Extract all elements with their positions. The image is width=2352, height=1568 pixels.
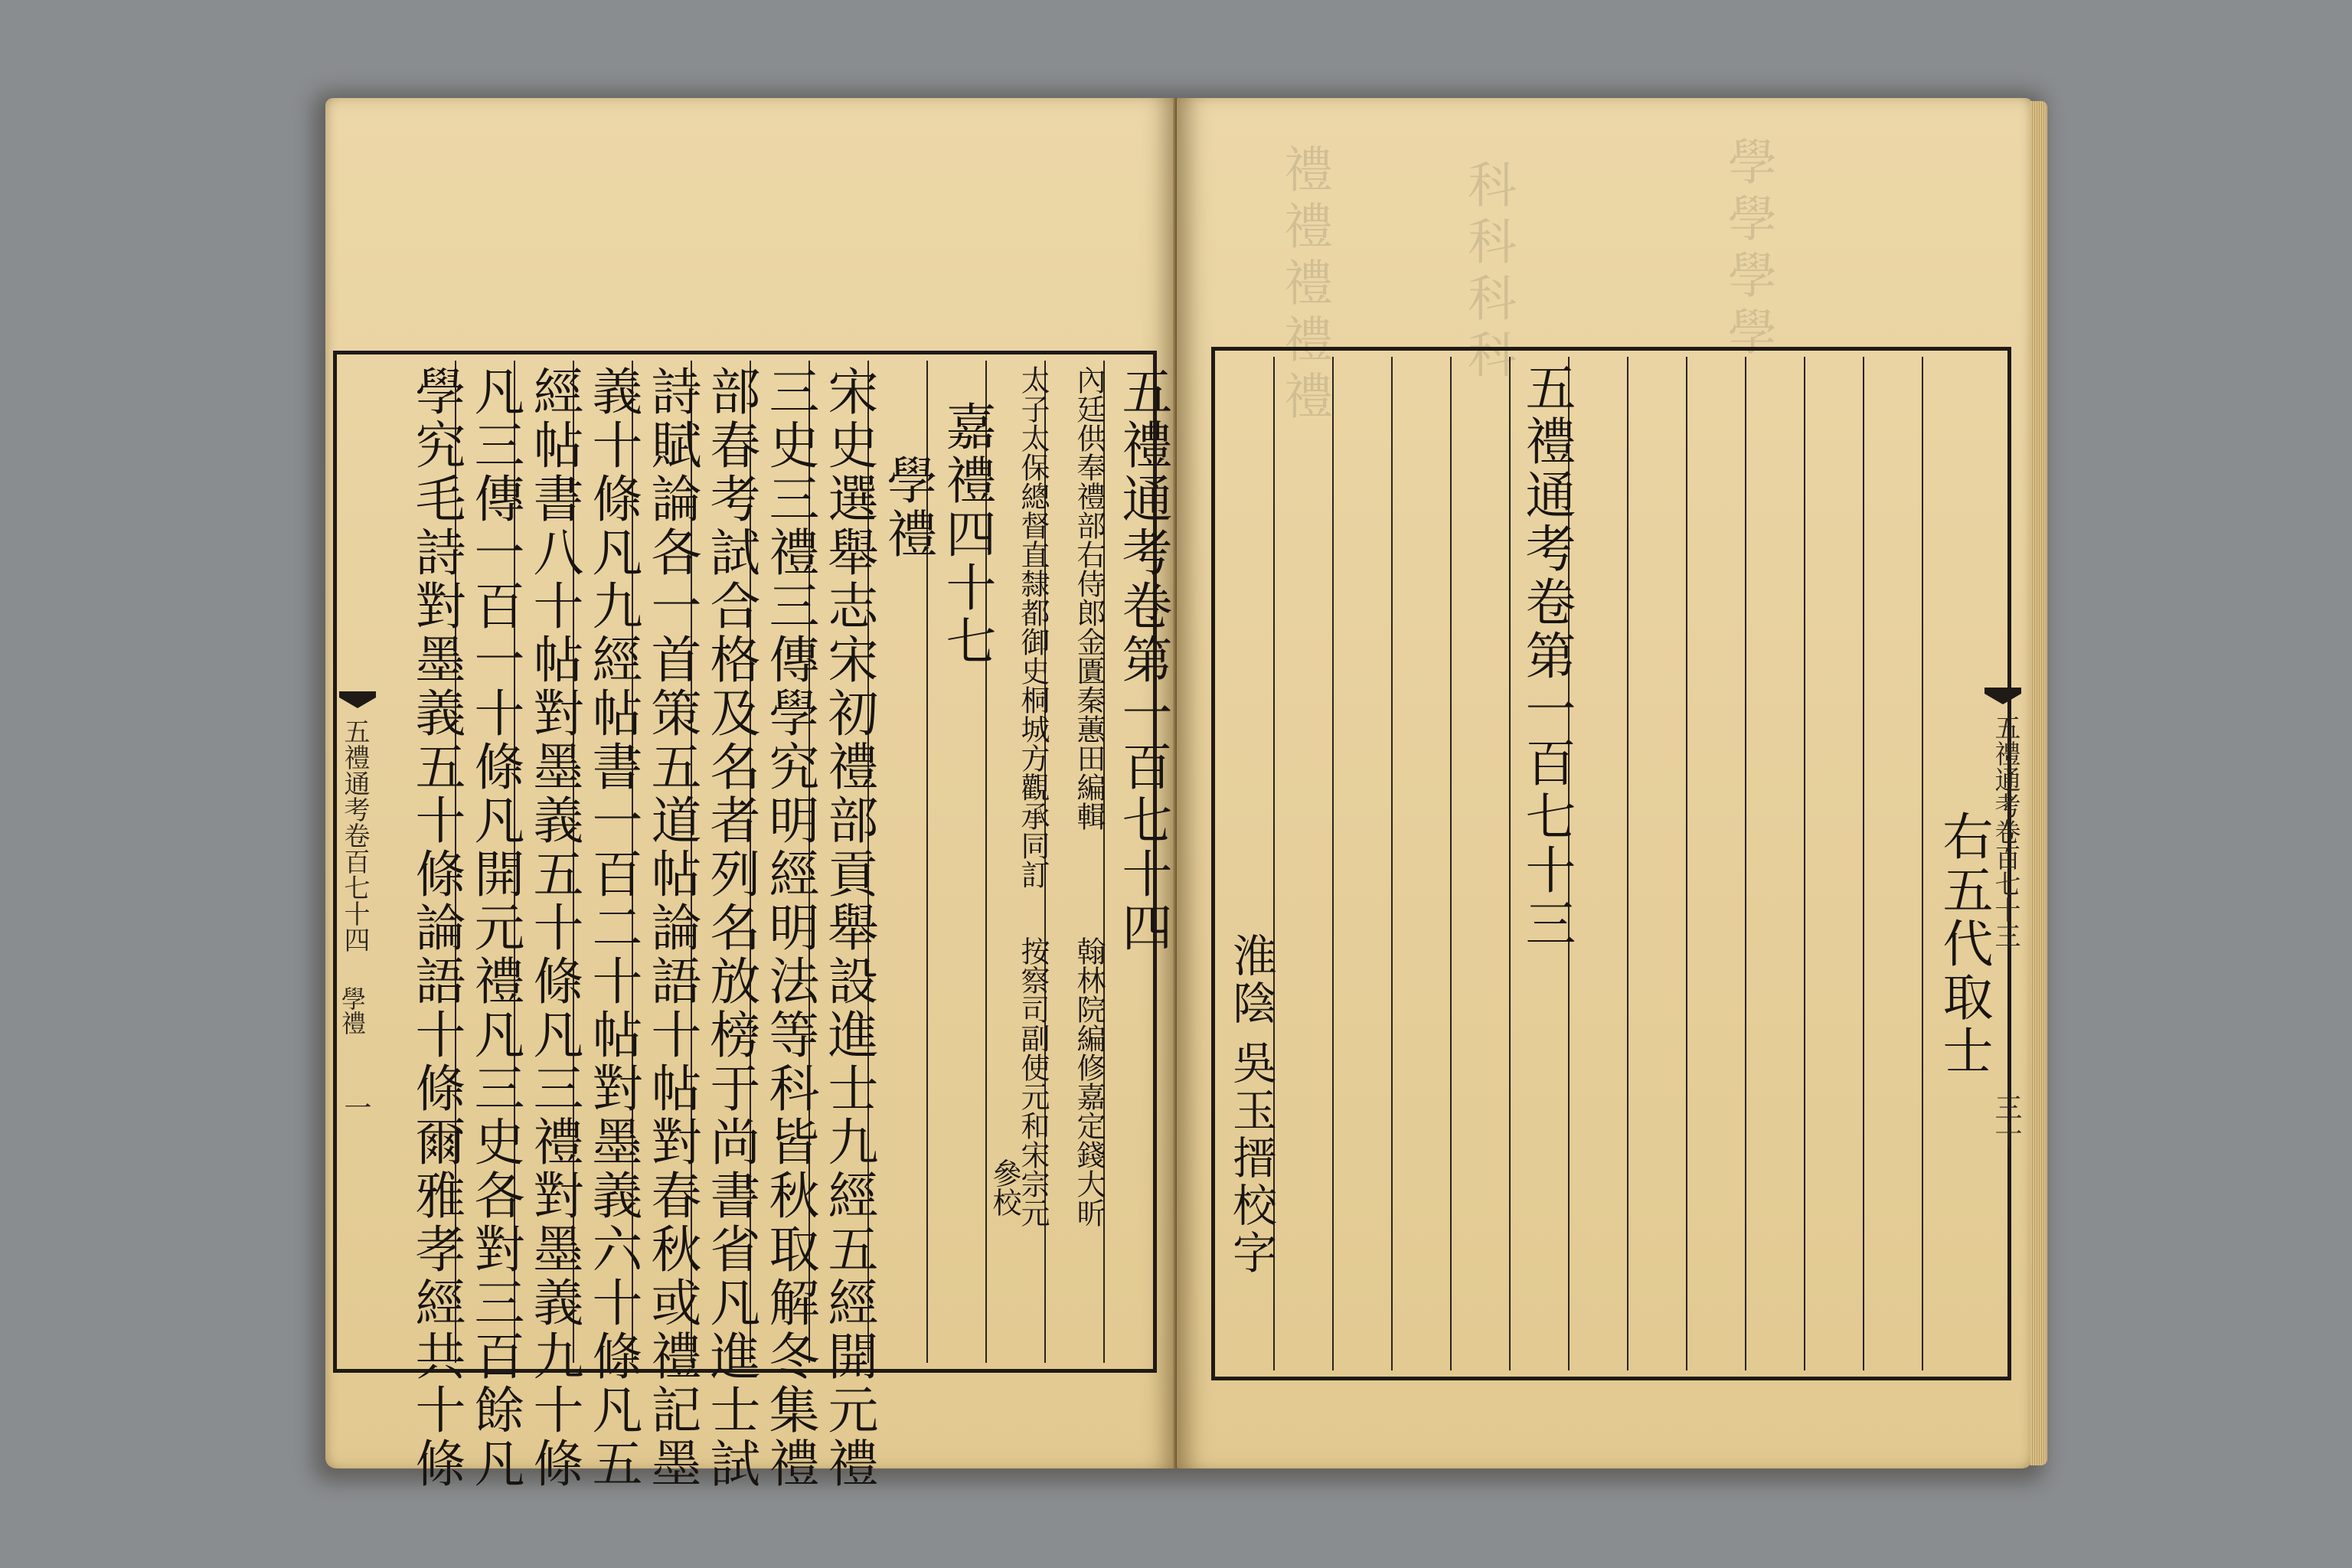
- bleed-through: 學學學學: [1720, 136, 1776, 363]
- editor-credit: 翰林院編修嘉定錢大昕: [1072, 936, 1106, 1227]
- reviser-credit: 太子太保總督直隸都御史桐城方觀承同訂: [1016, 365, 1050, 889]
- margin-title: 五禮通考卷百七十三: [1990, 714, 2020, 949]
- body-column: 經帖書八十帖對墨義五十條凡三禮對墨義九十條: [524, 365, 583, 1491]
- margin-section: 學禮: [338, 986, 367, 1035]
- left-page: [325, 98, 1177, 1491]
- body-column: 詩賦論各一首策五道帖論語十帖對春秋或禮記墨: [642, 365, 701, 1491]
- proofreader-name: 吳玉搢校字: [1225, 1040, 1277, 1277]
- column-rule: [1745, 357, 1746, 1370]
- page-edges: [2030, 101, 2047, 1465]
- margin-title: 五禮通考卷百七十四: [339, 718, 370, 952]
- body-column: 義十條凡九經帖書一百二十帖對墨義六十條凡五: [583, 365, 642, 1491]
- volume-end-heading: 五禮通考卷第一百七十三: [1517, 361, 1576, 951]
- column-rule: [1450, 357, 1452, 1370]
- proofreader-credit: 按察司副使元和宋宗元: [1016, 936, 1050, 1227]
- volume-heading: 五禮通考卷第一百七十四: [1113, 365, 1172, 955]
- collation-note: 參校: [988, 1158, 1021, 1217]
- section-title: 嘉禮四十七: [937, 400, 996, 668]
- body-column: 部春考試合格及名者列名放榜于尚書省凡進士試: [701, 365, 760, 1491]
- bleed-through: 禮禮禮禮禮: [1276, 144, 1332, 427]
- body-column: 三史三禮三傳學究明經明法等科皆秋取解冬集禮: [760, 365, 819, 1491]
- fishtail-mark: [1984, 688, 2021, 704]
- fishtail-mark: [339, 691, 376, 708]
- margin-page-number: 一: [340, 1093, 371, 1121]
- bleed-through: 科科科科: [1459, 159, 1516, 386]
- margin-page-number: 三十: [1991, 1093, 2022, 1148]
- column-rule: [1627, 357, 1628, 1370]
- right-page: [1177, 98, 2033, 1468]
- compiler-credit: 內廷供奉禮部右侍郎金匱秦蕙田編輯: [1072, 365, 1106, 831]
- body-column: 凡三傳一百一十條凡開元禮凡三史各對三百餘凡: [466, 365, 524, 1491]
- column-rule: [1686, 357, 1687, 1370]
- body-column: 學究毛詩對墨義五十條論語十條爾雅孝經共十條: [407, 365, 466, 1491]
- left-page-frame: [333, 351, 1172, 1491]
- right-page-frame: [1211, 347, 2011, 1380]
- end-note: 右五代取士: [1934, 810, 1993, 1078]
- column-rule: [1863, 357, 1864, 1370]
- column-rule: [1922, 357, 1923, 1370]
- column-rule: [1391, 357, 1393, 1370]
- body-column: 宋史選舉志宋初禮部貢舉設進士九經五經開元禮: [819, 365, 878, 1491]
- subsection-title: 學禮: [878, 454, 937, 561]
- proofreader-place: 淮陰: [1225, 933, 1277, 1027]
- column-rule: [1332, 357, 1334, 1370]
- column-rule: [1804, 357, 1805, 1370]
